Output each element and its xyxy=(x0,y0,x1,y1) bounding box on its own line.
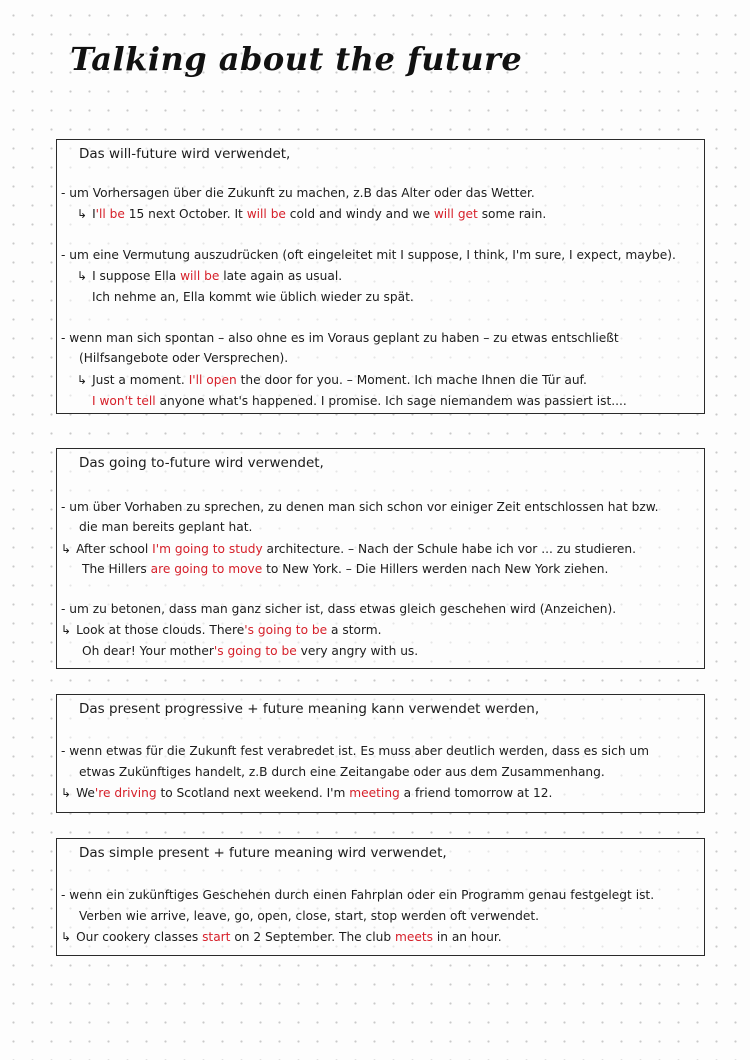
arrow-icon: ↳ xyxy=(77,207,88,221)
text-segment: Verben wie arrive, leave, go, open, close, start, stop werden oft verwendet. xyxy=(79,909,540,923)
section-will-future xyxy=(56,139,705,414)
example-line xyxy=(61,622,381,638)
highlighted-verb: meeting xyxy=(349,786,400,800)
highlighted-verb: will get xyxy=(433,207,478,221)
rule-line xyxy=(92,393,627,409)
arrow-icon: ↳ xyxy=(61,542,72,556)
text-segment: The Hillers xyxy=(82,562,151,576)
section-heading: Das going to-future wird verwendet, xyxy=(79,455,324,471)
text-segment: etwas Zukünftiges handelt, z.B durch eine Zeitangabe oder aus dem Zusammenhang. xyxy=(79,765,605,779)
text-segment: After school xyxy=(76,542,153,556)
text-segment: on 2 September. The club xyxy=(230,930,395,944)
text-segment: Ich nehme an, Ella kommt wie üblich wieder zu spät. xyxy=(92,290,414,304)
highlighted-verb: meets xyxy=(394,930,433,944)
rule-line xyxy=(61,247,676,263)
rule-line xyxy=(61,743,649,759)
section-simple-present xyxy=(56,838,705,956)
section-going-to-future xyxy=(56,448,705,669)
text-segment: 15 next October. It xyxy=(124,207,247,221)
rule-line xyxy=(82,561,608,577)
highlighted-verb: I won't tell xyxy=(92,394,156,408)
rule-line xyxy=(82,643,418,659)
text-segment: Look at those clouds. There xyxy=(76,623,245,637)
highlighted-verb: 's going to be xyxy=(213,644,297,658)
text-segment: - wenn etwas für die Zukunft fest verabredet ist. Es muss aber deutlich werden, dass es sich um xyxy=(61,744,650,758)
highlighted-verb: start xyxy=(202,930,231,944)
text-segment: architecture. – Nach der Schule habe ich vor ... zu studieren. xyxy=(262,542,636,556)
highlighted-verb: 're driving xyxy=(94,786,157,800)
highlighted-verb: will be xyxy=(180,269,220,283)
rule-line xyxy=(92,289,414,305)
example-line xyxy=(61,929,502,945)
arrow-icon: ↳ xyxy=(61,623,72,637)
rule-line xyxy=(79,350,288,366)
text-segment: anyone what's happened. I promise. Ich sage niemandem was passiert ist.... xyxy=(155,394,627,408)
text-segment: Just a moment. xyxy=(92,373,189,387)
text-segment: We xyxy=(76,786,95,800)
text-segment: - um zu betonen, dass man ganz sicher ist, dass etwas gleich geschehen wird (Anzeichen). xyxy=(61,602,617,616)
rule-line xyxy=(61,499,659,515)
text-segment: (Hilfsangebote oder Versprechen). xyxy=(79,351,289,365)
text-segment: to New York. – Die Hillers werden nach New York ziehen. xyxy=(262,562,609,576)
text-segment: Our cookery classes xyxy=(76,930,203,944)
example-line xyxy=(61,541,636,557)
arrow-icon: ↳ xyxy=(61,786,72,800)
rule-line xyxy=(61,887,654,903)
arrow-icon: ↳ xyxy=(61,930,72,944)
example-line xyxy=(77,372,587,388)
example-line xyxy=(61,785,552,801)
text-segment: a friend tomorrow at 12. xyxy=(399,786,553,800)
text-segment: in an hour. xyxy=(432,930,502,944)
highlighted-verb: I'm going to study xyxy=(152,542,263,556)
highlighted-verb: 's going to be xyxy=(244,623,328,637)
text-segment: late again as usual. xyxy=(219,269,343,283)
section-present-progressive xyxy=(56,694,705,813)
highlighted-verb: 'll be xyxy=(95,207,125,221)
arrow-icon: ↳ xyxy=(77,269,88,283)
arrow-icon: ↳ xyxy=(77,373,88,387)
text-segment: die man bereits geplant hat. xyxy=(79,520,253,534)
rule-line xyxy=(61,330,619,346)
text-segment: - um über Vorhaben zu sprechen, zu denen man sich schon vor einiger Zeit entschlossen hat bzw. xyxy=(61,500,659,514)
rule-line xyxy=(61,601,616,617)
rule-line xyxy=(61,185,535,201)
rule-line xyxy=(79,519,252,535)
text-segment: - um Vorhersagen über die Zukunft zu machen, z.B das Alter oder das Wetter. xyxy=(61,186,535,200)
text-segment: cold and windy and we xyxy=(285,207,434,221)
text-segment: some rain. xyxy=(477,207,547,221)
text-segment: I xyxy=(92,207,96,221)
rule-line xyxy=(79,908,539,924)
example-line xyxy=(77,206,546,222)
text-segment: very angry with us. xyxy=(296,644,419,658)
example-line xyxy=(77,268,342,284)
section-heading: Das will-future wird verwendet, xyxy=(79,146,291,162)
text-segment: to Scotland next weekend. I'm xyxy=(156,786,350,800)
text-segment: - um eine Vermutung auszudrücken (oft eingeleitet mit I suppose, I think, I'm sure, I expect, maybe). xyxy=(61,248,676,262)
section-heading: Das present progressive + future meaning kann verwendet werden, xyxy=(79,701,540,717)
text-segment: the door for you. – Moment. Ich mache Ihnen die Tür auf. xyxy=(236,373,587,387)
text-segment: I suppose Ella xyxy=(92,269,181,283)
page-title: Talking about the future xyxy=(70,40,523,78)
highlighted-verb: I'll open xyxy=(188,373,237,387)
text-segment: a storm. xyxy=(327,623,382,637)
text-segment: - wenn man sich spontan – also ohne es im Voraus geplant zu haben – zu etwas entschließt xyxy=(61,331,619,345)
text-segment: Oh dear! Your mother xyxy=(82,644,214,658)
highlighted-verb: are going to move xyxy=(150,562,263,576)
text-segment: - wenn ein zukünftiges Geschehen durch einen Fahrplan oder ein Programm genau festgelegt ist. xyxy=(61,888,655,902)
highlighted-verb: will be xyxy=(246,207,286,221)
rule-line xyxy=(79,764,605,780)
section-heading: Das simple present + future meaning wird verwendet, xyxy=(79,845,447,861)
